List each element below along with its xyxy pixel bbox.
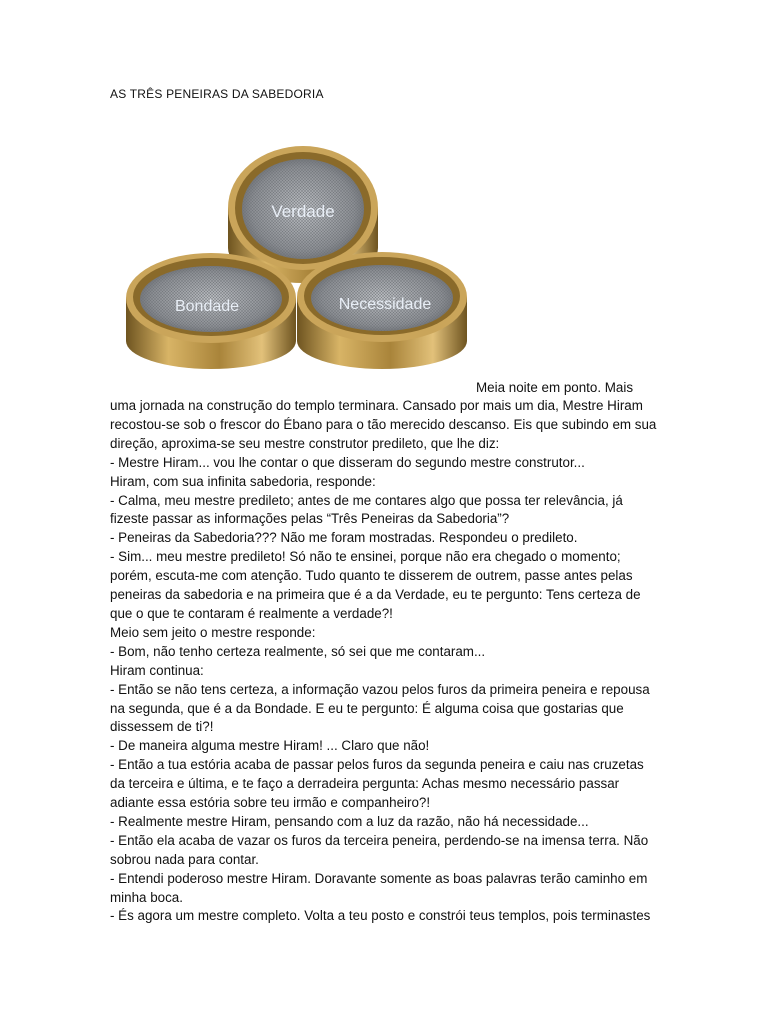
sieve-goodness	[126, 253, 296, 369]
sieve-necessity	[297, 252, 467, 369]
label-goodness: Bondade	[174, 298, 240, 315]
first-line: Meia noite em ponto. Mais	[476, 380, 634, 395]
paragraph: Hiram, com sua infinita sabedoria, responde:	[110, 473, 376, 489]
paragraph: - Peneiras da Sabedoria??? Não me foram mostradas. Respondeu o predileto.	[110, 530, 578, 546]
paragraph: - Então a tua estória acaba de passar pelos furos da segunda peneira e caiu nas cruzetas da terceira e última, e te faço a derradeira pergunta: Achas mesmo necessário passar adiante essa estória sobre teu irmão e companheiro?!	[110, 757, 644, 811]
body-text	[110, 397, 662, 926]
paragraph: - De maneira alguma mestre Hiram! ... Claro que não!	[110, 738, 430, 754]
label-necessity: Necessidade	[338, 296, 432, 313]
paragraph: - És agora um mestre completo. Volta a teu posto e constrói teus templos, pois terminastes	[110, 908, 651, 924]
paragraph: - Realmente mestre Hiram, pensando com a luz da razão, não há necessidade...	[110, 813, 589, 829]
paragraph: - Entendi poderoso mestre Hiram. Doravante somente as boas palavras terão caminho em minha boca.	[110, 870, 648, 905]
paragraph: - Calma, meu mestre predileto; antes de me contares algo que possa ter relevância, já fizeste passar as informações pelas “Três Peneiras da Sabedoria”?	[110, 492, 623, 527]
paragraph: Hiram continua:	[110, 662, 204, 678]
paragraph: Meio sem jeito o mestre responde:	[110, 624, 316, 640]
paragraph: - Mestre Hiram... vou lhe contar o que disseram do segundo mestre construtor...	[110, 454, 585, 470]
paragraph: - Então se não tens certeza, a informação vazou pelos furos da primeira peneira e repousa na segunda, que é a da Bondade. E eu te pergunto: É alguma coisa que gostarias que dissessem de ti?!	[110, 681, 650, 735]
page-title: AS TRÊS PENEIRAS DA SABEDORIA	[110, 87, 324, 101]
label-truth: Verdade	[271, 202, 335, 221]
paragraph: - Bom, não tenho certeza realmente, só sei que me contaram...	[110, 643, 486, 659]
paragraph: uma jornada na construção do templo terminara. Cansado por mais um dia, Mestre Hiram recostou-se sob o frescor do Ébano para o tão merecido descanso. Eis que subindo em sua direção, aproxima-se seu mestre construtor predileto, que lhe diz:	[110, 398, 657, 451]
three-sieves-image	[110, 113, 478, 375]
paragraph: - Sim... meu mestre predileto! Só não te ensinei, porque não era chegado o momento; porém, escuta-me com atenção. Tudo quanto te disserem de outrem, passe antes pelas peneiras da sabedoria e na primeira que é a da Verdade, eu te pergunto: Tens certeza de que o que te contaram é realmente a verdade?!	[110, 549, 641, 621]
paragraph: - Então ela acaba de vazar os furos da terceira peneira, perdendo-se na imensa terra. Não sobrou nada para contar.	[110, 832, 649, 867]
